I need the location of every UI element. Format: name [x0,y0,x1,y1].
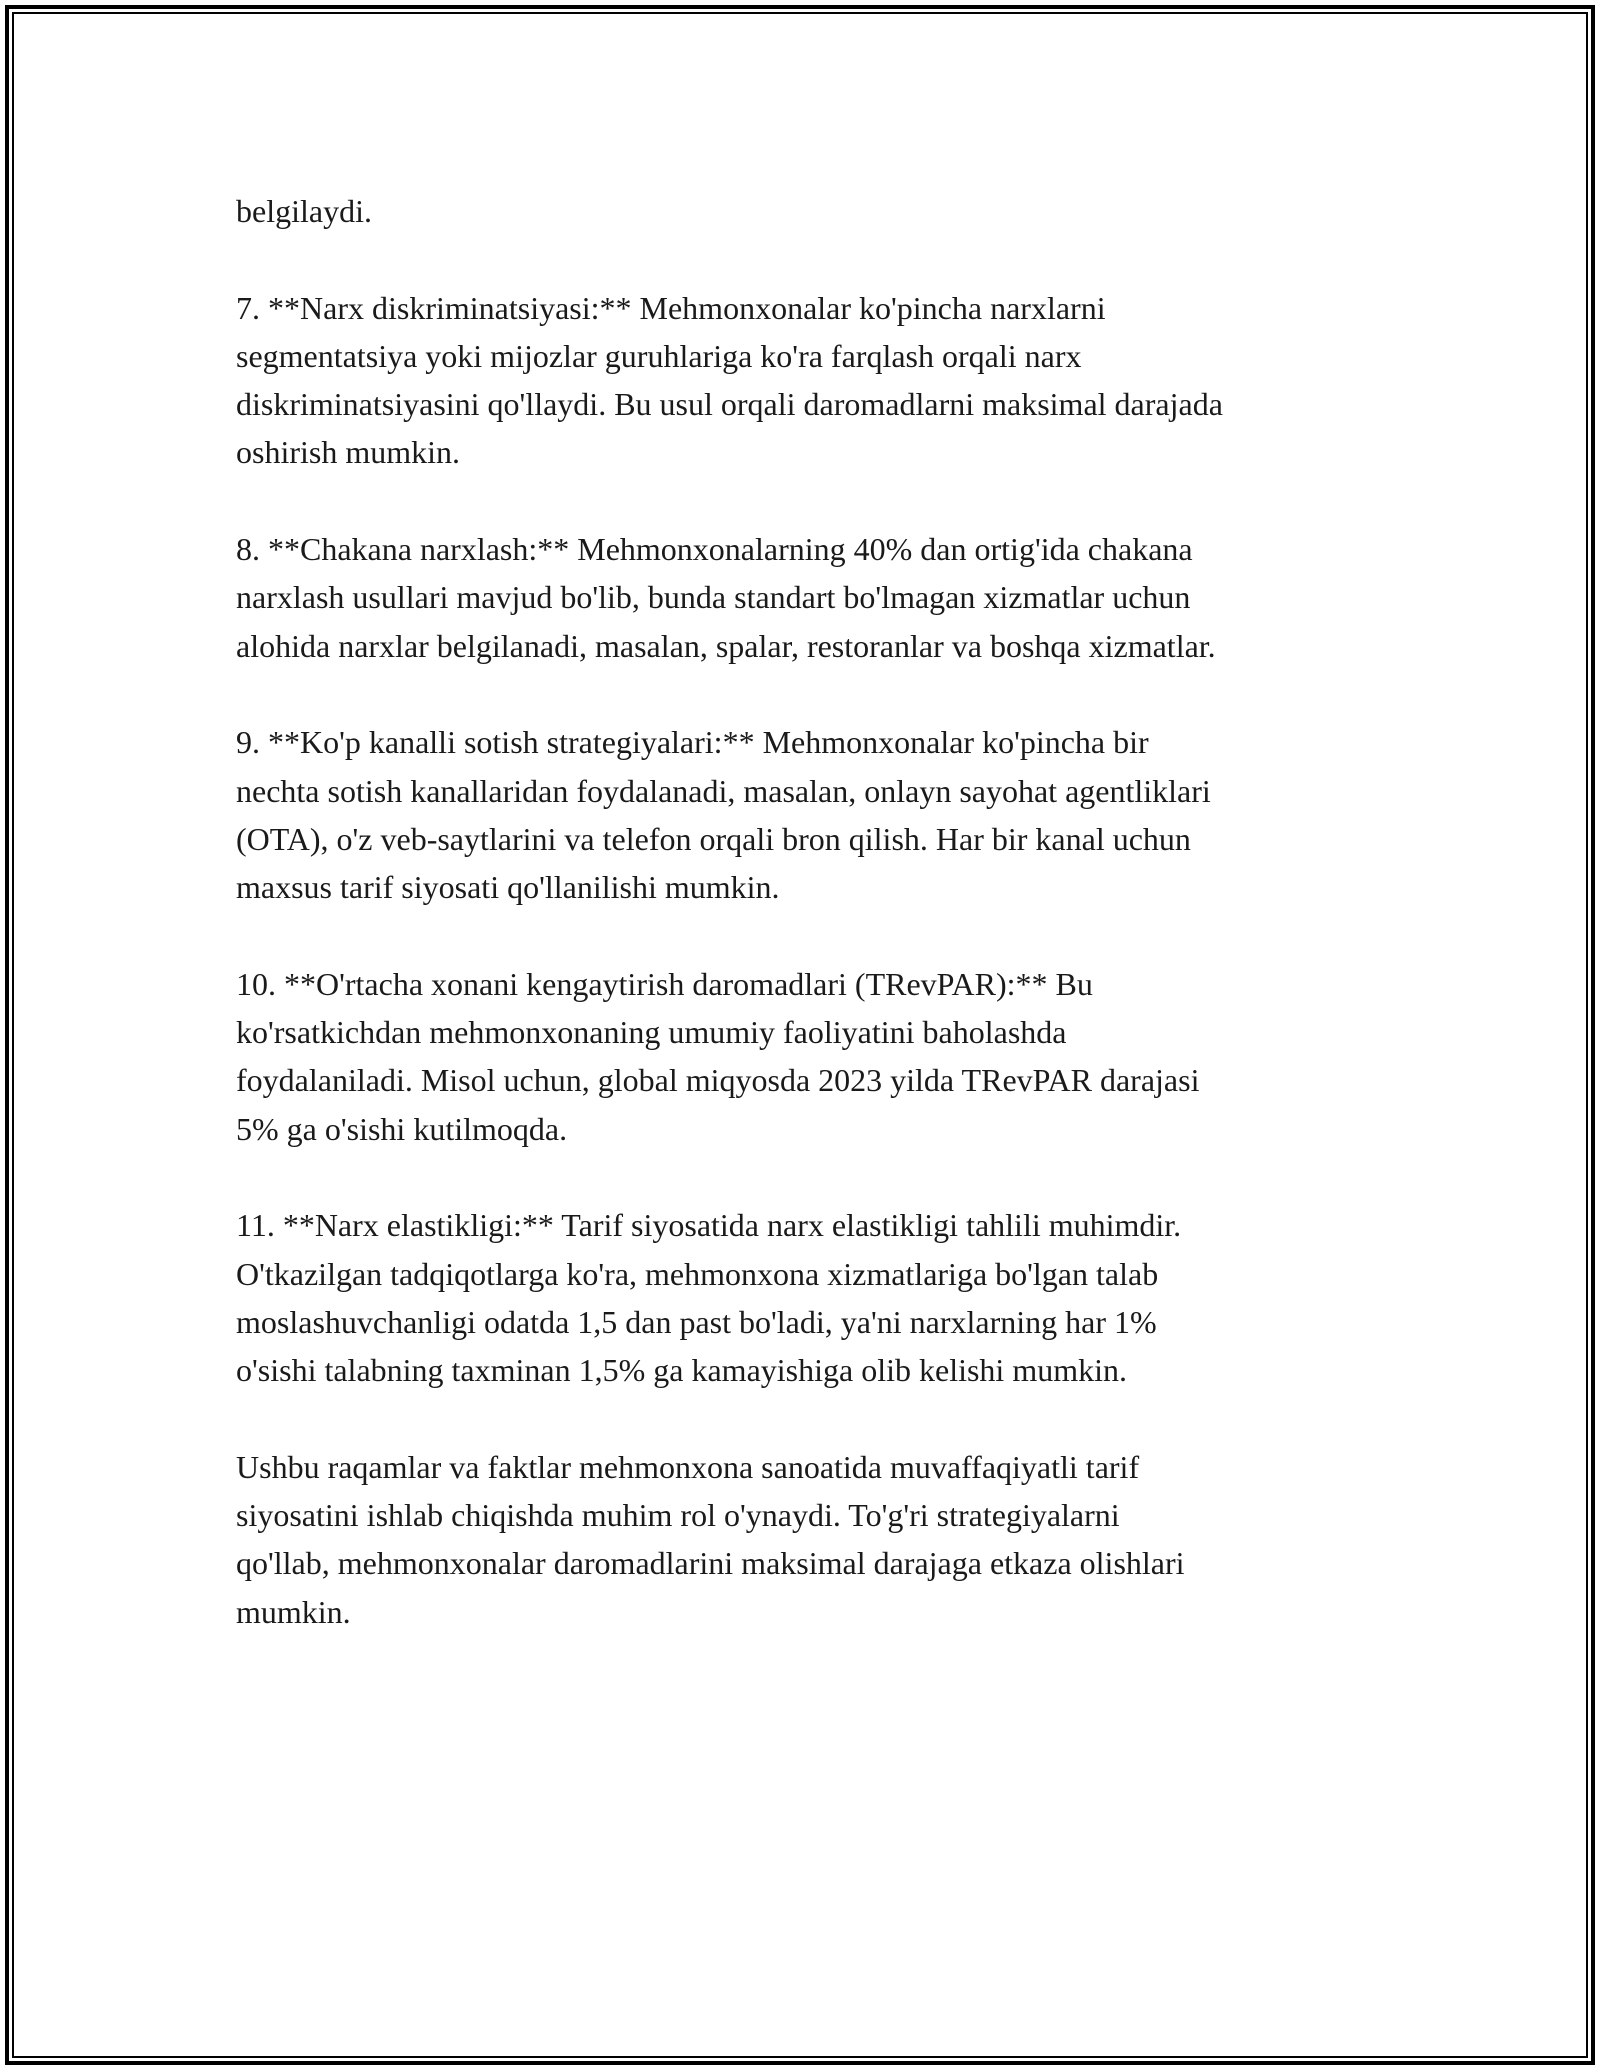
document-body [236,187,1396,1684]
paragraph-item-8: 8. **Chakana narxlash:** Mehmonxonalarning 40% dan ortig'ida chakana narxlash usullari mavjud bo'lib, bunda standart bo'lmagan xizmatlar uchun alohida narxlar belgilanadi, masalan, spalar, restoranlar va boshqa xizmatlar. [236,531,1216,664]
paragraph-item-11: 11. **Narx elastikligi:** Tarif siyosatida narx elastikligi tahlili muhimdir. O'tkazilgan tadqiqotlarga ko'ra, mehmonxona xizmatlariga bo'lgan talab moslashuvchanligi odatda 1,5 dan past bo'ladi, ya'ni narxlarning har 1% o'sishi talabning taxminan 1,5% ga kamayishiga olib kelishi mumkin. [236,1207,1182,1389]
paragraph-item-10: 10. **O'rtacha xonani kengaytirish daromadlari (TRevPAR):** Bu ko'rsatkichdan mehmonxonaning umumiy faoliyatini baholashda foydalaniladi. Misol uchun, global miqyosda 2023 yilda TRevPAR darajasi 5% ga o'sishi kutilmoqda. [236,965,1200,1147]
paragraph-item-9: 9. **Ko'p kanalli sotish strategiyalari:** Mehmonxonalar ko'pincha bir nechta sotish kanallaridan foydalanadi, masalan, onlayn sayohat agentliklari (OTA), o'z veb-saytlarini va telefon orqali bron qilish. Har bir kanal uchun maxsus tarif siyosati qo'llanilishi mumkin. [236,724,1211,906]
paragraph-continuation: belgilaydi. [236,193,372,229]
paragraph-conclusion: Ushbu raqamlar va faktlar mehmonxona sanoatida muvaffaqiyatli tarif siyosatini ishlab chiqishda muhim rol o'ynaydi. To'g'ri strategiyalarni qo'llab, mehmonxonalar daromadlarini maksimal darajaga etkaza olishlari mumkin. [236,1448,1185,1630]
paragraph-item-7: 7. **Narx diskriminatsiyasi:** Mehmonxonalar ko'pincha narxlarni segmentatsiya yoki mijozlar guruhlariga ko'ra farqlash orqali narx diskriminatsiyasini qo'llaydi. Bu usul orqali daromadlarni maksimal darajada oshirish mumkin. [236,289,1223,471]
